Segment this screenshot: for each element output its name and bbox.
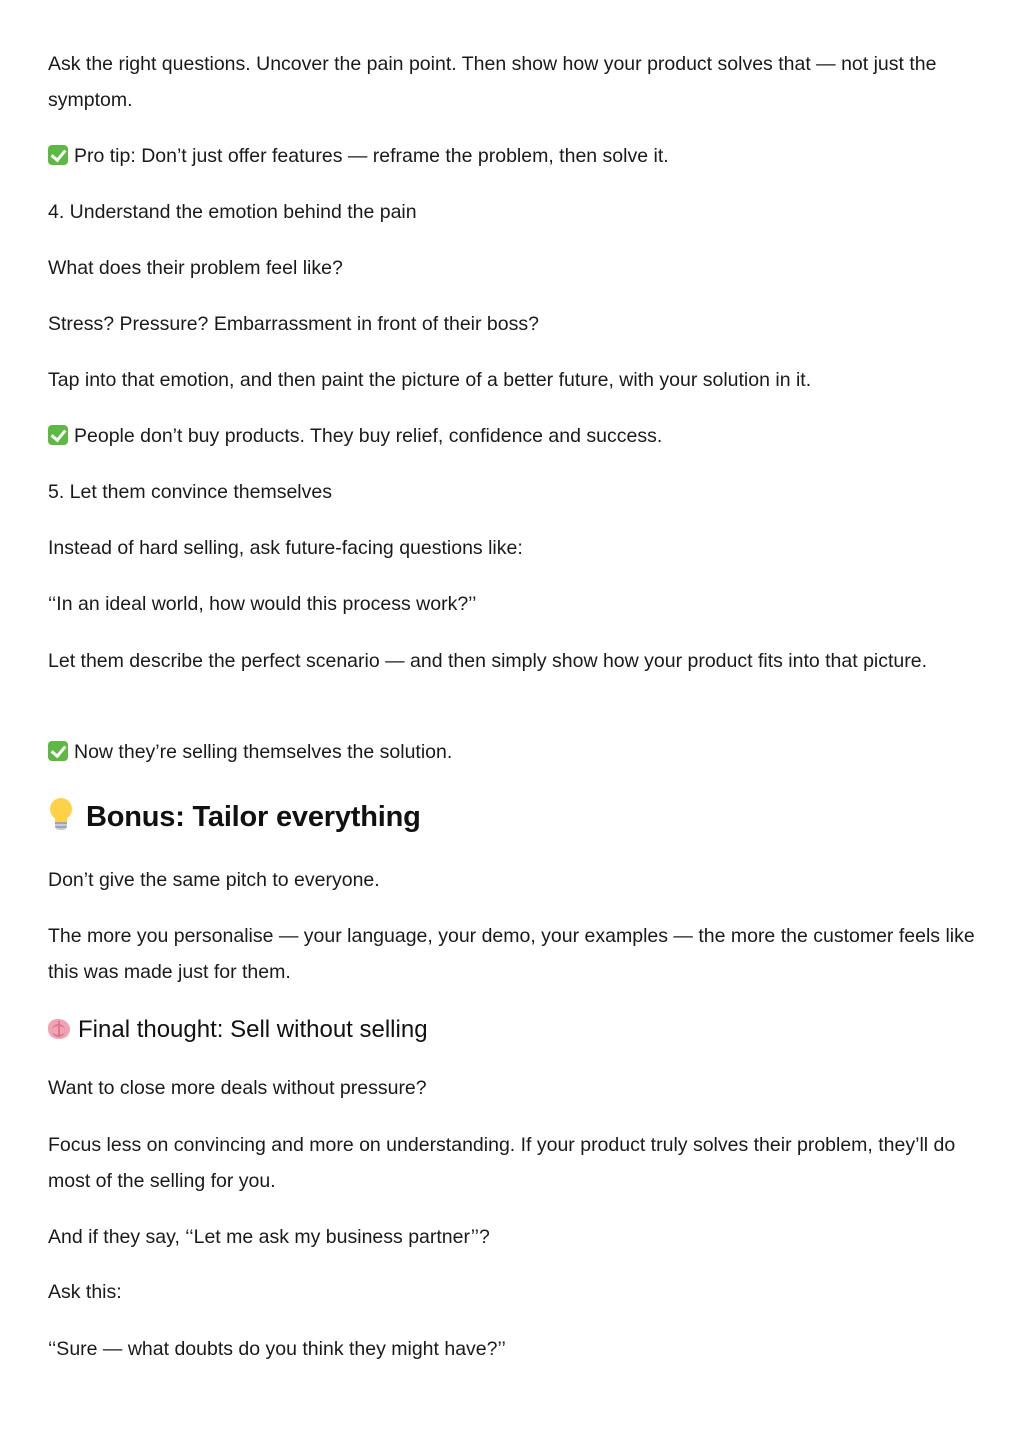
check-mark-icon (48, 741, 68, 761)
paragraph-focus-less: Focus less on convincing and more on understanding. If your product truly solves their problem, they’ll do most of the selling for you. (48, 1134, 956, 1192)
bonus-heading (48, 797, 421, 837)
tip-selling-themselves (48, 734, 978, 770)
paragraph-instead-hard-selling: Instead of hard selling, ask future-facing questions like: (48, 537, 523, 559)
step-5-heading: 5. Let them convince themselves (48, 481, 332, 503)
paragraph-same-pitch: Don’t give the same pitch to everyone. (48, 869, 380, 891)
tip-text: People don’t buy products. They buy relief, confidence and success. (74, 425, 663, 447)
paragraph-tap-emotion: Tap into that emotion, and then paint the picture of a better future, with your solution in it. (48, 369, 812, 391)
paragraph-stress: Stress? Pressure? Embarrassment in front of their boss? (48, 313, 539, 335)
tip-people-buy-relief (48, 418, 978, 454)
quote-doubts: ‘‘Sure — what doubts do you think they might have?’’ (48, 1338, 506, 1360)
bonus-heading-text: Bonus: Tailor everything (86, 801, 421, 833)
paragraph-close-deals: Want to close more deals without pressure? (48, 1077, 427, 1099)
paragraph-problem-feel: What does their problem feel like? (48, 257, 343, 279)
pro-tip-text: Pro tip: Don’t just offer features — reframe the problem, then solve it. (74, 145, 669, 167)
tip-text: Now they’re selling themselves the solution. (74, 741, 453, 763)
paragraph-business-partner: And if they say, ‘‘Let me ask my business partner’’? (48, 1226, 490, 1248)
paragraph-perfect-scenario: Let them describe the perfect scenario — and then simply show how your product fits into that picture. (48, 650, 928, 672)
brain-icon (48, 1019, 70, 1039)
paragraph-personalise: The more you personalise — your language, your demo, your examples — the more the customer feels like this was made just for them. (48, 925, 975, 983)
check-mark-icon (48, 145, 68, 165)
step-4-heading: 4. Understand the emotion behind the pain (48, 201, 417, 223)
check-mark-icon (48, 425, 68, 445)
pro-tip-reframe (48, 138, 978, 174)
paragraph-ask-questions: Ask the right questions. Uncover the pain point. Then show how your product solves that — not just the symptom. (48, 53, 937, 111)
paragraph-ask-this: Ask this: (48, 1281, 122, 1303)
final-thought-heading (48, 1013, 428, 1047)
lightbulb-icon (48, 798, 74, 832)
final-thought-heading-text: Final thought: Sell without selling (78, 1016, 428, 1043)
quote-ideal-world: ‘‘In an ideal world, how would this process work?’’ (48, 593, 477, 615)
